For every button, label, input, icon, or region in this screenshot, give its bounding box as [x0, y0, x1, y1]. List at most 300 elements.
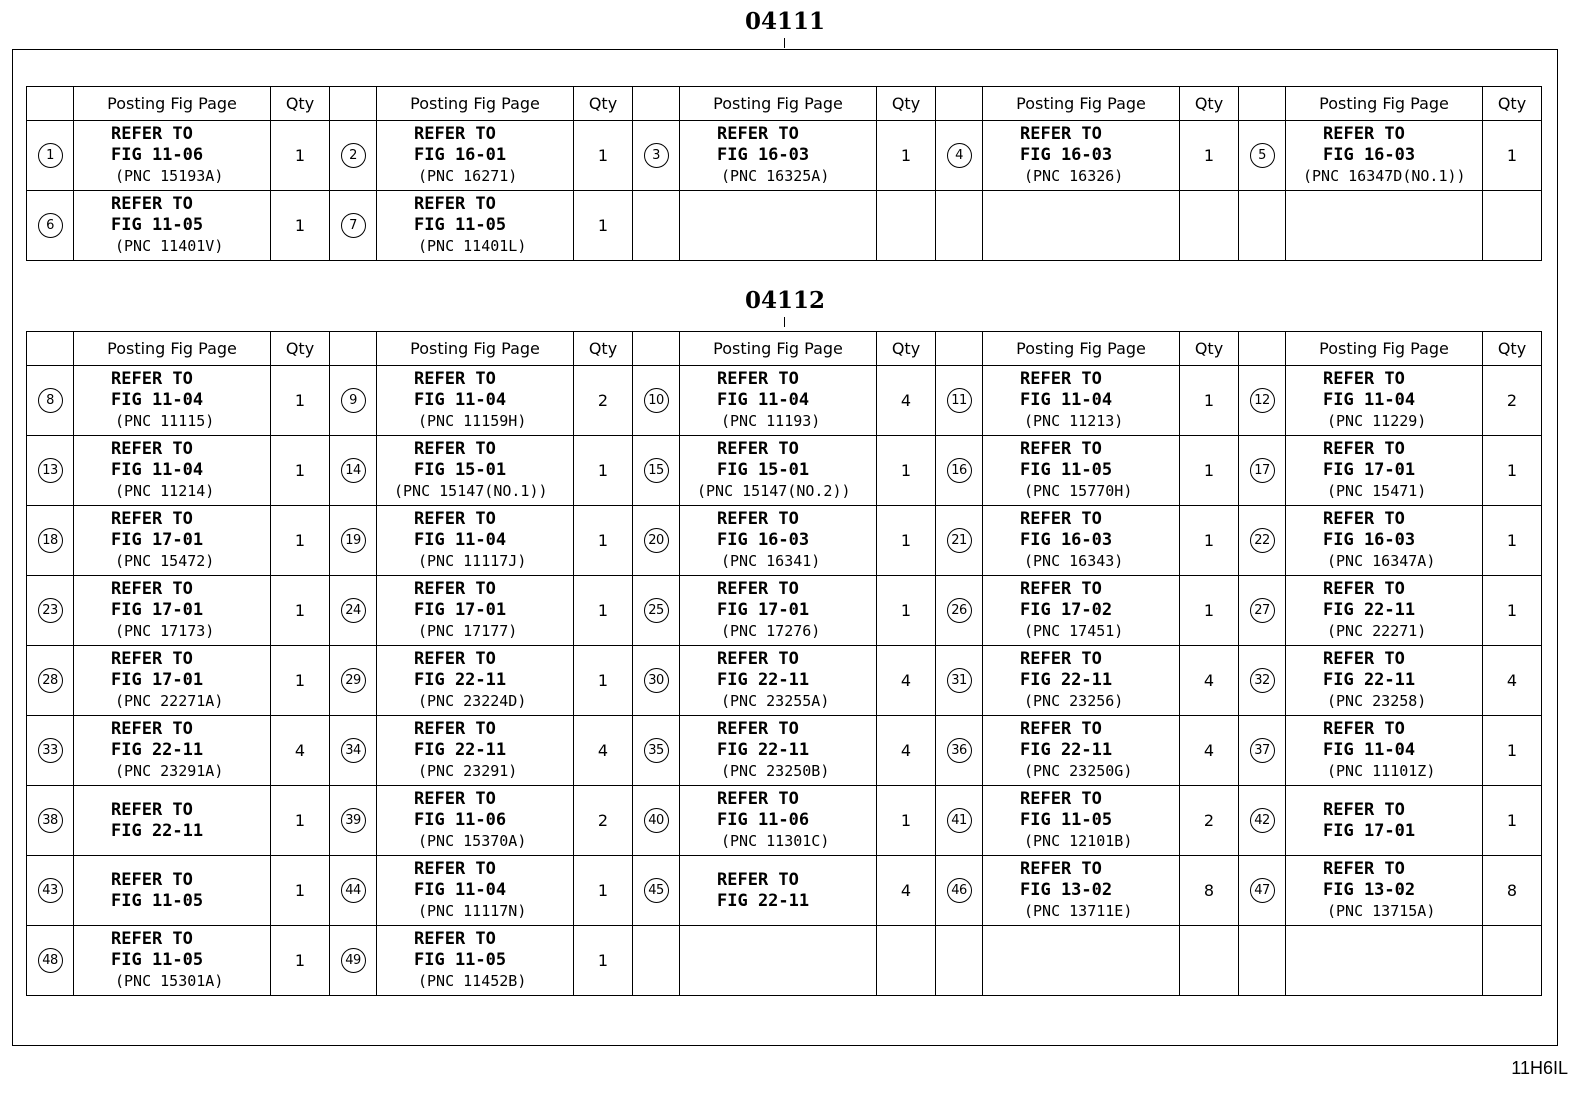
item-number-circle: 44: [341, 878, 366, 903]
fig-number: FIG 11-06: [111, 145, 204, 165]
item-number-circle: 48: [38, 948, 63, 973]
reference-text: [377, 929, 573, 992]
refer-to-text: REFER TO: [414, 509, 496, 529]
item-number-circle: 8: [38, 388, 63, 413]
qty-cell: 1: [877, 576, 936, 646]
item-number-circle: 3: [644, 143, 669, 168]
refer-to-text: REFER TO: [717, 789, 799, 809]
reference-cell: [74, 786, 271, 856]
pnc-number: (PNC 11101Z): [1327, 762, 1436, 780]
fig-number: FIG 11-05: [414, 215, 507, 235]
qty-cell: 1: [1483, 716, 1542, 786]
item-number-circle: 18: [38, 528, 63, 553]
qty-cell: 1: [271, 856, 330, 926]
header-row: [27, 87, 1542, 121]
reference-text: [1286, 579, 1482, 642]
reference-text: [74, 579, 270, 642]
item-number-circle: 1: [38, 143, 63, 168]
item-number-cell: [633, 786, 680, 856]
item-number-circle: 40: [644, 808, 669, 833]
reference-cell: [983, 191, 1180, 261]
fig-number: FIG 11-04: [717, 390, 810, 410]
fig-number: FIG 17-01: [111, 530, 204, 550]
item-number-circle: 14: [341, 458, 366, 483]
reference-cell: [1286, 506, 1483, 576]
qty-cell: 1: [574, 436, 633, 506]
reference-cell: [377, 191, 574, 261]
item-number-circle: 12: [1250, 388, 1275, 413]
reference-text: [1286, 859, 1482, 922]
reference-cell: [1286, 436, 1483, 506]
refer-to-text: REFER TO: [414, 124, 496, 144]
fig-number: FIG 11-06: [414, 810, 507, 830]
refer-to-text: REFER TO: [414, 439, 496, 459]
qty-cell: 2: [574, 786, 633, 856]
item-number-circle: 10: [644, 388, 669, 413]
qty-cell: 1: [271, 786, 330, 856]
pnc-number: (PNC 15471): [1327, 482, 1427, 500]
item-number-cell: [330, 716, 377, 786]
item-number-circle: 43: [38, 878, 63, 903]
qty-cell: 1: [574, 576, 633, 646]
qty-cell: 2: [574, 366, 633, 436]
reference-cell: [1286, 716, 1483, 786]
refer-to-text: REFER TO: [1323, 439, 1405, 459]
reference-cell: [680, 576, 877, 646]
item-number-circle: 26: [947, 598, 972, 623]
pnc-number: (PNC 11115): [115, 412, 215, 430]
reference-text: [377, 194, 573, 257]
pnc-number: (PNC 11452B): [418, 972, 527, 990]
item-number-circle: 39: [341, 808, 366, 833]
reference-text: [74, 800, 270, 842]
reference-cell: [983, 856, 1180, 926]
item-number-cell: [27, 856, 74, 926]
reference-text: [680, 509, 876, 572]
fig-number: FIG 11-04: [1020, 390, 1113, 410]
qty-cell: [1180, 926, 1239, 996]
qty-cell: 4: [1180, 646, 1239, 716]
section-title-04112: 04112: [744, 287, 826, 314]
qty-cell: [1483, 926, 1542, 996]
item-number-cell: [1239, 506, 1286, 576]
reference-text: [983, 649, 1179, 712]
header-qty: Qty: [877, 87, 936, 121]
item-number-circle: 29: [341, 668, 366, 693]
item-number-cell: [633, 436, 680, 506]
item-number-cell: [1239, 786, 1286, 856]
parts-table-04111: [26, 86, 1542, 261]
pnc-number: (PNC 23250G): [1024, 762, 1133, 780]
reference-text: [983, 439, 1179, 502]
qty-cell: 4: [574, 716, 633, 786]
qty-cell: 8: [1180, 856, 1239, 926]
reference-text: [680, 124, 876, 187]
header-posting-fig-page: Posting Fig Page: [377, 87, 574, 121]
fig-number: FIG 11-04: [111, 390, 204, 410]
refer-to-text: REFER TO: [1323, 369, 1405, 389]
title-tick: [784, 317, 785, 327]
item-number-cell: [936, 926, 983, 996]
header-posting-fig-page: Posting Fig Page: [1286, 87, 1483, 121]
reference-text: [1286, 509, 1482, 572]
item-number-circle: 17: [1250, 458, 1275, 483]
item-number-cell: [330, 191, 377, 261]
reference-text: [377, 789, 573, 852]
refer-to-text: REFER TO: [111, 649, 193, 669]
header-num-cell: [633, 332, 680, 366]
pnc-number: (PNC 11401V): [115, 237, 224, 255]
qty-cell: 1: [877, 506, 936, 576]
qty-cell: 1: [1180, 366, 1239, 436]
reference-text: [1286, 719, 1482, 782]
item-number-cell: [936, 646, 983, 716]
item-number-circle: 6: [38, 213, 63, 238]
item-number-cell: [330, 366, 377, 436]
pnc-number: (PNC 16347D(NO.1)): [1303, 167, 1466, 185]
item-number-cell: [633, 191, 680, 261]
refer-to-text: REFER TO: [414, 649, 496, 669]
item-number-cell: [633, 121, 680, 191]
pnc-number: (PNC 11159H): [418, 412, 527, 430]
item-number-circle: 2: [341, 143, 366, 168]
reference-cell: [74, 926, 271, 996]
reference-cell: [680, 926, 877, 996]
fig-number: FIG 16-03: [1020, 145, 1113, 165]
reference-cell: [1286, 786, 1483, 856]
refer-to-text: REFER TO: [111, 719, 193, 739]
qty-cell: 1: [1180, 506, 1239, 576]
table-row: [27, 926, 1542, 996]
reference-cell: [1286, 646, 1483, 716]
refer-to-text: REFER TO: [111, 869, 193, 890]
table-row: [27, 716, 1542, 786]
qty-cell: 1: [1180, 576, 1239, 646]
fig-number: FIG 17-01: [111, 600, 204, 620]
reference-text: [680, 369, 876, 432]
refer-to-text: REFER TO: [111, 194, 193, 214]
refer-to-text: REFER TO: [717, 439, 799, 459]
header-num-cell: [936, 87, 983, 121]
reference-cell: [1286, 576, 1483, 646]
item-number-cell: [27, 436, 74, 506]
fig-number: FIG 22-11: [414, 740, 507, 760]
title-tick: [784, 38, 785, 48]
fig-number: FIG 17-01: [414, 600, 507, 620]
reference-cell: [377, 576, 574, 646]
item-number-cell: [330, 436, 377, 506]
fig-number: FIG 11-06: [717, 810, 810, 830]
table-row: [27, 191, 1542, 261]
fig-number: FIG 16-03: [1323, 145, 1416, 165]
reference-text: [680, 439, 876, 502]
item-number-circle: 47: [1250, 878, 1275, 903]
item-number-circle: 4: [947, 143, 972, 168]
refer-to-text: REFER TO: [414, 194, 496, 214]
reference-cell: [680, 506, 877, 576]
item-number-circle: 24: [341, 598, 366, 623]
reference-cell: [680, 786, 877, 856]
reference-cell: [983, 121, 1180, 191]
fig-number: FIG 15-01: [717, 460, 810, 480]
refer-to-text: REFER TO: [414, 789, 496, 809]
reference-cell: [74, 646, 271, 716]
pnc-number: (PNC 11213): [1024, 412, 1124, 430]
reference-text: [74, 649, 270, 712]
reference-cell: [74, 436, 271, 506]
fig-number: FIG 11-04: [414, 880, 507, 900]
reference-cell: [680, 436, 877, 506]
item-number-cell: [633, 646, 680, 716]
fig-number: FIG 22-11: [1323, 600, 1416, 620]
fig-number: FIG 11-05: [111, 890, 204, 911]
qty-cell: 4: [1483, 646, 1542, 716]
item-number-cell: [27, 121, 74, 191]
fig-number: FIG 11-04: [1323, 740, 1416, 760]
item-number-circle: 41: [947, 808, 972, 833]
qty-cell: [1180, 191, 1239, 261]
item-number-circle: 32: [1250, 668, 1275, 693]
fig-number: FIG 22-11: [414, 670, 507, 690]
item-number-cell: [633, 576, 680, 646]
item-number-cell: [936, 576, 983, 646]
refer-to-text: REFER TO: [1020, 439, 1102, 459]
qty-cell: 4: [877, 856, 936, 926]
fig-number: FIG 17-01: [111, 670, 204, 690]
pnc-number: (PNC 16325A): [721, 167, 830, 185]
item-number-circle: 35: [644, 738, 669, 763]
qty-cell: 4: [877, 366, 936, 436]
reference-text: [377, 124, 573, 187]
reference-text: [377, 509, 573, 572]
refer-to-text: REFER TO: [717, 369, 799, 389]
pnc-number: (PNC 17451): [1024, 622, 1124, 640]
qty-cell: 4: [877, 646, 936, 716]
pnc-number: (PNC 15301A): [115, 972, 224, 990]
qty-cell: 1: [1483, 121, 1542, 191]
reference-text: [377, 369, 573, 432]
pnc-number: (PNC 16326): [1024, 167, 1124, 185]
item-number-circle: 33: [38, 738, 63, 763]
header-num-cell: [633, 87, 680, 121]
reference-cell: [1286, 121, 1483, 191]
qty-cell: 1: [574, 926, 633, 996]
reference-text: [74, 870, 270, 912]
fig-number: FIG 22-11: [111, 820, 204, 841]
table-row: [27, 786, 1542, 856]
pnc-number: (PNC 23291): [418, 762, 518, 780]
qty-cell: 1: [271, 646, 330, 716]
header-posting-fig-page: Posting Fig Page: [983, 332, 1180, 366]
refer-to-text: REFER TO: [717, 719, 799, 739]
pnc-number: (PNC 17173): [115, 622, 215, 640]
header-posting-fig-page: Posting Fig Page: [1286, 332, 1483, 366]
header-qty: Qty: [574, 332, 633, 366]
fig-number: FIG 11-05: [111, 215, 204, 235]
table-row: [27, 856, 1542, 926]
pnc-number: (PNC 15147(NO.2)): [697, 482, 851, 500]
reference-cell: [983, 646, 1180, 716]
refer-to-text: REFER TO: [1020, 509, 1102, 529]
qty-cell: 8: [1483, 856, 1542, 926]
fig-number: FIG 22-11: [111, 740, 204, 760]
qty-cell: 2: [1483, 366, 1542, 436]
reference-cell: [377, 786, 574, 856]
reference-text: [377, 579, 573, 642]
item-number-circle: 37: [1250, 738, 1275, 763]
refer-to-text: REFER TO: [717, 869, 799, 890]
reference-text: [74, 369, 270, 432]
pnc-number: (PNC 11117N): [418, 902, 527, 920]
reference-cell: [983, 576, 1180, 646]
fig-number: FIG 17-01: [717, 600, 810, 620]
qty-cell: 1: [574, 646, 633, 716]
reference-text: [74, 719, 270, 782]
item-number-circle: 34: [341, 738, 366, 763]
fig-number: FIG 16-03: [717, 145, 810, 165]
fig-number: FIG 11-04: [1323, 390, 1416, 410]
qty-cell: 1: [271, 191, 330, 261]
reference-text: [680, 649, 876, 712]
reference-text: [74, 929, 270, 992]
reference-cell: [377, 506, 574, 576]
fig-number: FIG 13-02: [1020, 880, 1113, 900]
item-number-cell: [27, 786, 74, 856]
reference-cell: [377, 366, 574, 436]
item-number-cell: [1239, 716, 1286, 786]
qty-cell: 1: [271, 366, 330, 436]
pnc-number: (PNC 13711E): [1024, 902, 1133, 920]
reference-cell: [983, 716, 1180, 786]
reference-text: [1286, 369, 1482, 432]
reference-text: [983, 579, 1179, 642]
fig-number: FIG 11-05: [1020, 460, 1113, 480]
refer-to-text: REFER TO: [414, 719, 496, 739]
pnc-number: (PNC 11117J): [418, 552, 527, 570]
fig-number: FIG 17-02: [1020, 600, 1113, 620]
item-number-cell: [633, 506, 680, 576]
pnc-number: (PNC 16341): [721, 552, 821, 570]
item-number-circle: 30: [644, 668, 669, 693]
reference-cell: [74, 191, 271, 261]
header-qty: Qty: [271, 87, 330, 121]
reference-cell: [74, 366, 271, 436]
item-number-cell: [1239, 576, 1286, 646]
item-number-cell: [27, 506, 74, 576]
reference-cell: [74, 716, 271, 786]
qty-cell: 1: [877, 786, 936, 856]
fig-number: FIG 11-05: [414, 950, 507, 970]
qty-cell: 1: [1483, 436, 1542, 506]
header-num-cell: [936, 332, 983, 366]
pnc-number: (PNC 15370A): [418, 832, 527, 850]
fig-number: FIG 16-03: [717, 530, 810, 550]
item-number-cell: [936, 506, 983, 576]
item-number-cell: [330, 121, 377, 191]
qty-cell: 1: [1180, 121, 1239, 191]
pnc-number: (PNC 16343): [1024, 552, 1124, 570]
refer-to-text: REFER TO: [717, 509, 799, 529]
header-num-cell: [1239, 332, 1286, 366]
table-row: [27, 506, 1542, 576]
header-posting-fig-page: Posting Fig Page: [680, 87, 877, 121]
reference-cell: [74, 121, 271, 191]
pnc-number: (PNC 23291A): [115, 762, 224, 780]
header-qty: Qty: [574, 87, 633, 121]
fig-number: FIG 11-05: [1020, 810, 1113, 830]
reference-cell: [74, 576, 271, 646]
reference-cell: [377, 856, 574, 926]
reference-text: [377, 439, 573, 502]
item-number-circle: 13: [38, 458, 63, 483]
refer-to-text: REFER TO: [1323, 579, 1405, 599]
reference-text: [680, 719, 876, 782]
pnc-number: (PNC 11301C): [721, 832, 830, 850]
item-number-cell: [1239, 121, 1286, 191]
fig-number: FIG 11-05: [111, 950, 204, 970]
reference-text: [74, 124, 270, 187]
qty-cell: 4: [271, 716, 330, 786]
item-number-cell: [27, 926, 74, 996]
reference-text: [983, 124, 1179, 187]
refer-to-text: REFER TO: [1020, 859, 1102, 879]
reference-cell: [377, 926, 574, 996]
item-number-cell: [936, 856, 983, 926]
fig-number: FIG 11-04: [111, 460, 204, 480]
reference-cell: [1286, 191, 1483, 261]
item-number-circle: 19: [341, 528, 366, 553]
qty-cell: 1: [271, 576, 330, 646]
header-posting-fig-page: Posting Fig Page: [680, 332, 877, 366]
fig-number: FIG 22-11: [717, 890, 810, 911]
fig-number: FIG 22-11: [1020, 740, 1113, 760]
reference-text: [680, 789, 876, 852]
item-number-cell: [27, 366, 74, 436]
item-number-circle: 49: [341, 948, 366, 973]
fig-number: FIG 22-11: [717, 740, 810, 760]
qty-cell: 4: [1180, 716, 1239, 786]
reference-cell: [377, 121, 574, 191]
item-number-circle: 45: [644, 878, 669, 903]
reference-text: [983, 369, 1179, 432]
qty-cell: 1: [574, 506, 633, 576]
item-number-cell: [936, 191, 983, 261]
pnc-number: (PNC 15472): [115, 552, 215, 570]
pnc-number: (PNC 16347A): [1327, 552, 1436, 570]
item-number-circle: 21: [947, 528, 972, 553]
reference-text: [983, 719, 1179, 782]
reference-cell: [680, 856, 877, 926]
item-number-cell: [27, 576, 74, 646]
section-title-04111: 04111: [744, 8, 826, 35]
reference-cell: [377, 436, 574, 506]
reference-cell: [1286, 926, 1483, 996]
header-posting-fig-page: Posting Fig Page: [377, 332, 574, 366]
pnc-number: (PNC 16271): [418, 167, 518, 185]
item-number-cell: [27, 191, 74, 261]
item-number-circle: 38: [38, 808, 63, 833]
footer-code: 11H6IL: [1511, 1058, 1568, 1078]
pnc-number: (PNC 17276): [721, 622, 821, 640]
refer-to-text: REFER TO: [414, 579, 496, 599]
item-number-circle: 27: [1250, 598, 1275, 623]
qty-cell: 1: [271, 436, 330, 506]
item-number-cell: [633, 366, 680, 436]
refer-to-text: REFER TO: [1323, 859, 1405, 879]
item-number-cell: [1239, 436, 1286, 506]
qty-cell: 1: [271, 926, 330, 996]
qty-cell: [877, 191, 936, 261]
